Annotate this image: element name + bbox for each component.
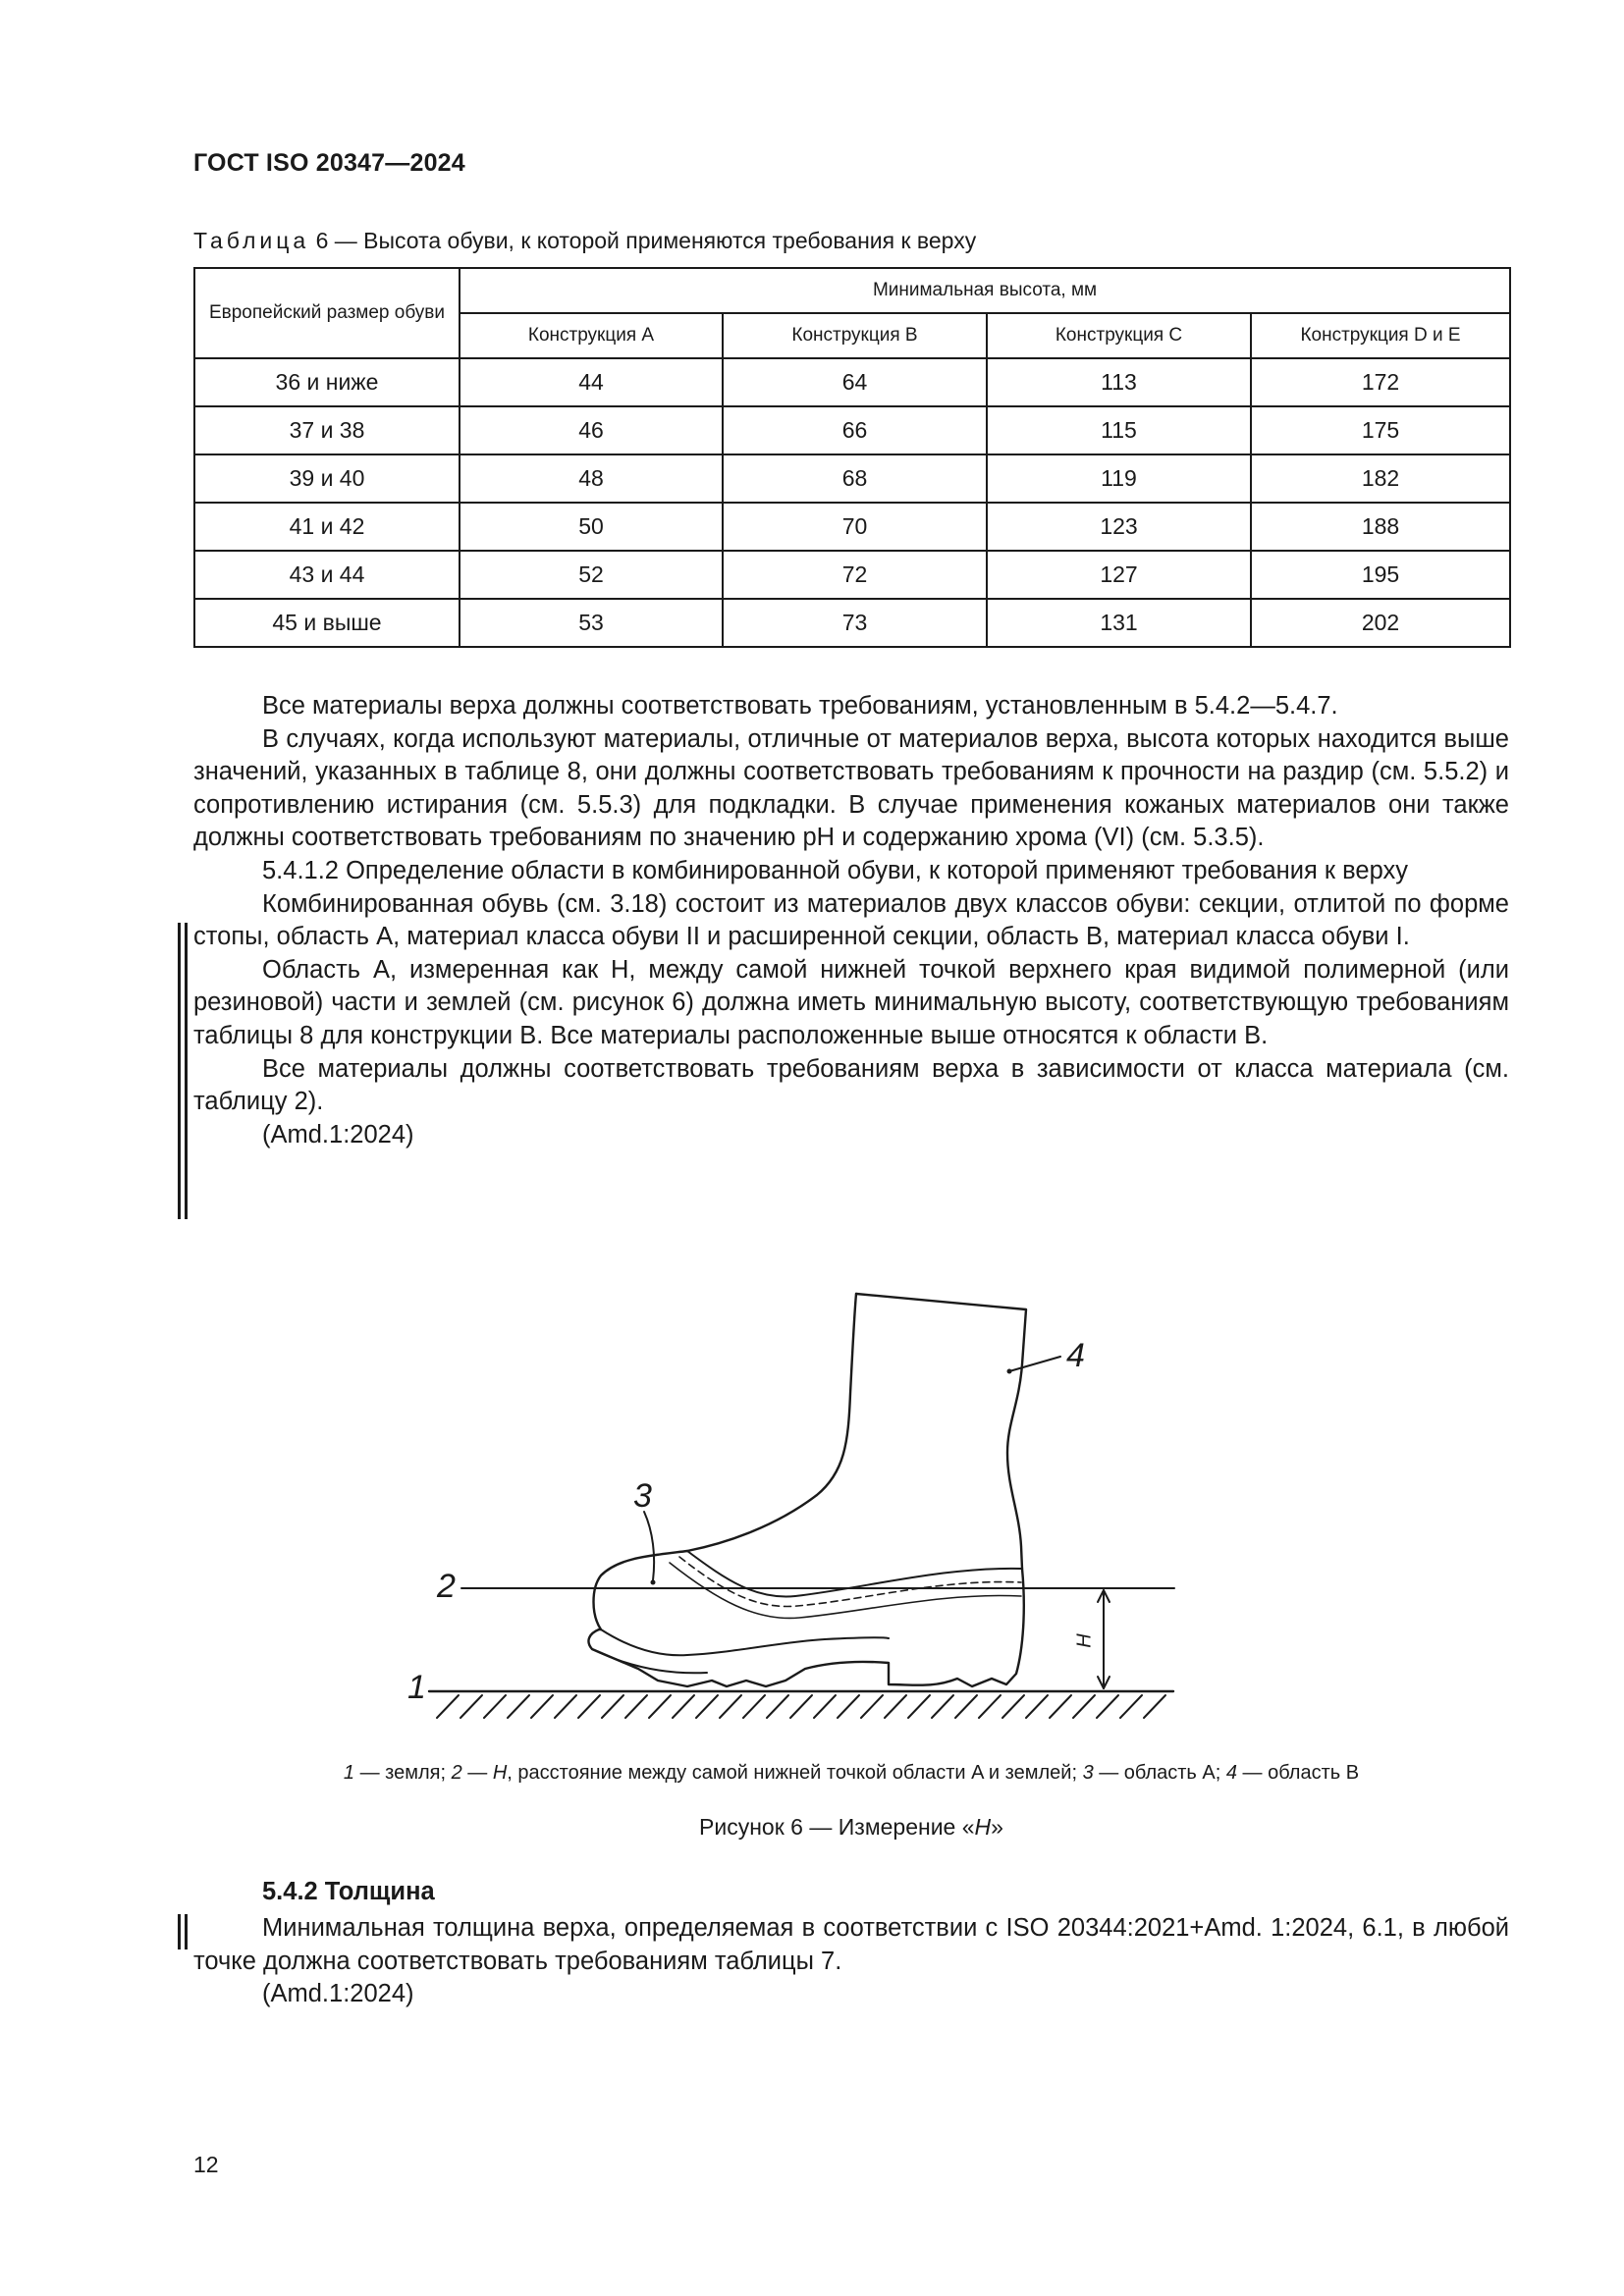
table-cell: 44 (460, 358, 723, 406)
table-cell: 48 (460, 454, 723, 503)
paragraph: В случаях, когда используют материалы, отличные от материалов верха, высота которых находится выше значений, указанных в таблице 8, они должны соответствовать требованиям к прочности на раздир (см. 5.5.2) и сопротивлению истирания (см. 5.5.3) для подкладки. В случае применения кожаных материалов они также должны соответствовать требованиям по значению pH и содержанию хрома (VI) (см. 5.3.5). (193, 724, 1509, 852)
table-cell: 175 (1251, 406, 1510, 454)
table-row (194, 454, 1510, 503)
height-requirements-table (193, 267, 1511, 648)
page-number: 12 (193, 2152, 219, 2177)
amendment-note: (Amd.1:2024) (262, 1980, 414, 2008)
table-caption-text: 6 — Высота обуви, к которой применяются требования к верху (309, 228, 977, 253)
table-cell: 131 (987, 599, 1251, 647)
figure-legend: 1 — земля; 2 — H, расстояние между самой нижней точкой области A и землей; 3 — область A; 4 — область B (343, 1762, 1360, 1784)
boot-foot-section (588, 1551, 1023, 1686)
table-cell: 36 и ниже (194, 358, 460, 406)
table-row (194, 358, 1510, 406)
change-bar (178, 1914, 181, 1949)
table-cell: 52 (460, 551, 723, 599)
paragraph: Все материалы должны соответствовать требованиям верха в зависимости от класса материала (см. таблицу 2). (193, 1054, 1509, 1116)
leader-line-4 (1009, 1357, 1060, 1371)
dimension-arrow-up (1098, 1590, 1110, 1602)
figure-label-h-line: 2 (437, 1568, 456, 1605)
section-542-body (193, 1912, 1509, 2011)
clause-heading: 5.4.1.2 Определение области в комбинированной обуви, к которой применяют требования к верху (262, 856, 1408, 884)
welt-line (670, 1563, 1021, 1618)
table-cell: 41 и 42 (194, 503, 460, 551)
table-cell: 50 (460, 503, 723, 551)
table-cell: 64 (723, 358, 987, 406)
section-heading: 5.4.2 Толщина (262, 1878, 435, 1905)
paragraph: Область A, измеренная как H, между самой нижней точкой верхнего края видимой полимерной (или резиновой) части и землей (см. рисунок 6) должна иметь минимальную высоту, соответствующую требованиям таблицы 8 для конструкции B. Все материалы расположенные выше относятся к области B. (193, 955, 1509, 1049)
change-bar (185, 1914, 188, 1949)
boot-shaft-front (687, 1294, 856, 1551)
leader-line-3 (644, 1512, 654, 1580)
table-cell: 115 (987, 406, 1251, 454)
tread-line (592, 1649, 707, 1673)
document-header: ГОСТ ISO 20347—2024 (193, 149, 465, 177)
paragraph: Все материалы верха должны соответствовать требованиям, установленным в 5.4.2—5.4.7. (262, 692, 1338, 720)
ground-hatching (437, 1695, 1165, 1718)
table-row (194, 551, 1510, 599)
sole-line (601, 1629, 889, 1655)
table-cell: 119 (987, 454, 1251, 503)
figure-label-area-a: 3 (633, 1477, 652, 1515)
table-cell: 73 (723, 599, 987, 647)
table-cell: 195 (1251, 551, 1510, 599)
size-column-header: Европейский размер обуви (194, 268, 460, 358)
boot-shaft (856, 1294, 1026, 1569)
table-cell: 113 (987, 358, 1251, 406)
table-row (194, 503, 1510, 551)
figure-label-h-dimension: H (1073, 1633, 1096, 1648)
table-cell: 188 (1251, 503, 1510, 551)
table-cell: 43 и 44 (194, 551, 460, 599)
table-cell: 68 (723, 454, 987, 503)
construction-header: Конструкция C (987, 313, 1251, 358)
table-row (194, 599, 1510, 647)
change-bar (178, 923, 181, 1219)
construction-header: Конструкция A (460, 313, 723, 358)
paragraph: Минимальная толщина верха, определяемая в соответствии с ISO 20344:2021+Amd. 1:2024, 6.1, в любой точке должна соответствовать требованиям таблицы 7. (193, 1914, 1509, 1975)
table-caption-label: Таблица (193, 228, 310, 253)
table-cell: 202 (1251, 599, 1510, 647)
figure-label-area-b: 4 (1066, 1337, 1085, 1374)
min-height-header: Минимальная высота, мм (460, 268, 1510, 313)
figure-caption: Рисунок 6 — Измерение «H» (699, 1814, 1003, 1840)
table-cell: 37 и 38 (194, 406, 460, 454)
construction-header: Конструкция B (723, 313, 987, 358)
table-cell: 66 (723, 406, 987, 454)
table-cell: 127 (987, 551, 1251, 599)
table-cell: 70 (723, 503, 987, 551)
table-cell: 123 (987, 503, 1251, 551)
area-a-upper-edge (687, 1551, 1021, 1597)
table-cell: 72 (723, 551, 987, 599)
table-caption (193, 228, 976, 254)
table-cell: 45 и выше (194, 599, 460, 647)
table-row (194, 406, 1510, 454)
figure-label-ground: 1 (407, 1669, 426, 1706)
table-cell: 53 (460, 599, 723, 647)
change-bar (185, 923, 188, 1219)
paragraph: Комбинированная обувь (см. 3.18) состоит из материалов двух классов обуви: секции, отлитой по форме стопы, область A, материал класса обуви II и расширенной секции, область B, материал класса обуви I. (193, 889, 1509, 951)
stitch-line (679, 1557, 1021, 1607)
construction-header: Конструкция D и E (1251, 313, 1510, 358)
dimension-arrow-down (1098, 1677, 1110, 1688)
table-cell: 39 и 40 (194, 454, 460, 503)
body-text (193, 690, 1509, 1151)
table-cell: 182 (1251, 454, 1510, 503)
table-cell: 46 (460, 406, 723, 454)
table-cell: 172 (1251, 358, 1510, 406)
amendment-note: (Amd.1:2024) (262, 1120, 414, 1148)
